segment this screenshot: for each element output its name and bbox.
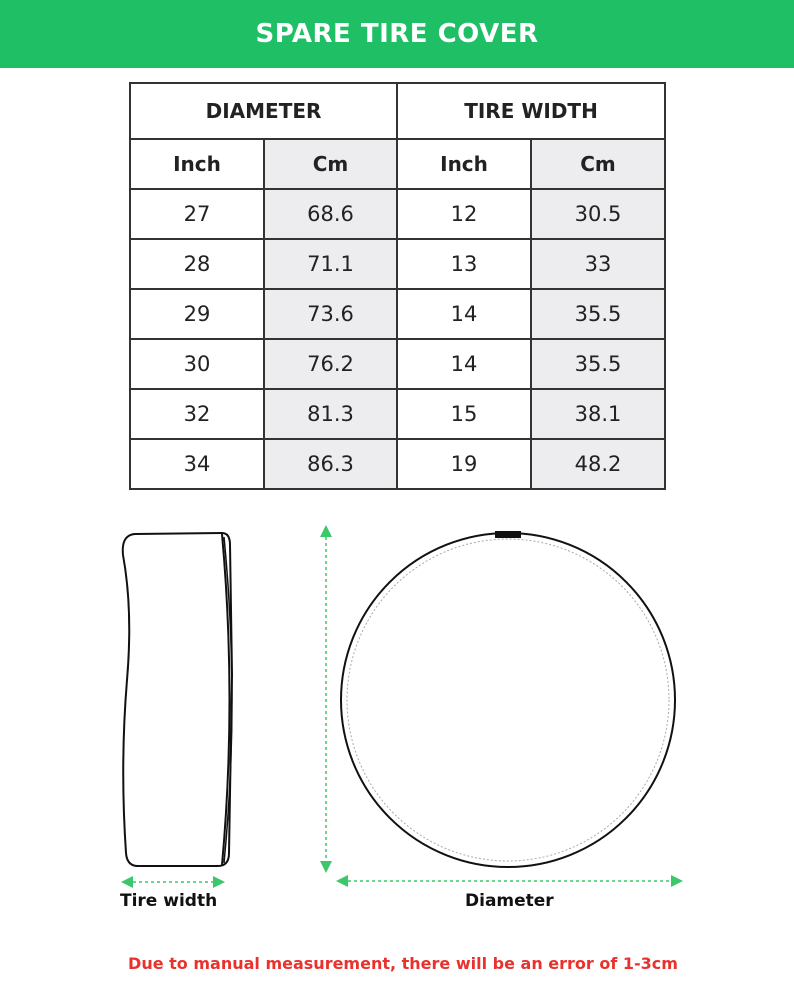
cell: 38.1 xyxy=(531,389,665,439)
cell: 32 xyxy=(130,389,264,439)
tire-width-label: Tire width xyxy=(120,891,218,911)
cell: 29 xyxy=(130,289,264,339)
size-chart-table xyxy=(129,82,666,490)
cell: 15 xyxy=(397,389,531,439)
title-banner xyxy=(0,0,794,68)
table-row xyxy=(130,439,665,489)
unit-header: Inch xyxy=(130,139,264,189)
table-row xyxy=(130,289,665,339)
table-row xyxy=(130,239,665,289)
cell: 34 xyxy=(130,439,264,489)
page-title: SPARE TIRE COVER xyxy=(255,19,539,49)
cell: 33 xyxy=(531,239,665,289)
cell: 76.2 xyxy=(264,339,397,389)
cell: 48.2 xyxy=(531,439,665,489)
cell: 35.5 xyxy=(531,339,665,389)
unit-header: Cm xyxy=(531,139,665,189)
cell: 12 xyxy=(397,189,531,239)
unit-header: Cm xyxy=(264,139,397,189)
elastic-tab xyxy=(495,531,521,538)
measurement-note: Due to manual measurement, there will be an error of 1-3cm xyxy=(128,954,678,973)
tire-side-view xyxy=(123,533,232,866)
cell: 30 xyxy=(130,339,264,389)
cell: 86.3 xyxy=(264,439,397,489)
cell: 30.5 xyxy=(531,189,665,239)
cell: 19 xyxy=(397,439,531,489)
cell: 14 xyxy=(397,289,531,339)
tire-front-view xyxy=(341,531,675,867)
cell: 27 xyxy=(130,189,264,239)
cell: 28 xyxy=(130,239,264,289)
diameter-label: Diameter xyxy=(465,891,554,911)
unit-header: Inch xyxy=(397,139,531,189)
diameter-header: DIAMETER xyxy=(130,83,397,139)
cell: 13 xyxy=(397,239,531,289)
table-row xyxy=(130,189,665,239)
cell: 68.6 xyxy=(264,189,397,239)
cell: 73.6 xyxy=(264,289,397,339)
measurement-diagram xyxy=(0,515,794,895)
cell: 71.1 xyxy=(264,239,397,289)
table-row xyxy=(130,389,665,439)
cell: 35.5 xyxy=(531,289,665,339)
cell: 81.3 xyxy=(264,389,397,439)
tire-width-header: TIRE WIDTH xyxy=(397,83,665,139)
cell: 14 xyxy=(397,339,531,389)
table-row xyxy=(130,339,665,389)
